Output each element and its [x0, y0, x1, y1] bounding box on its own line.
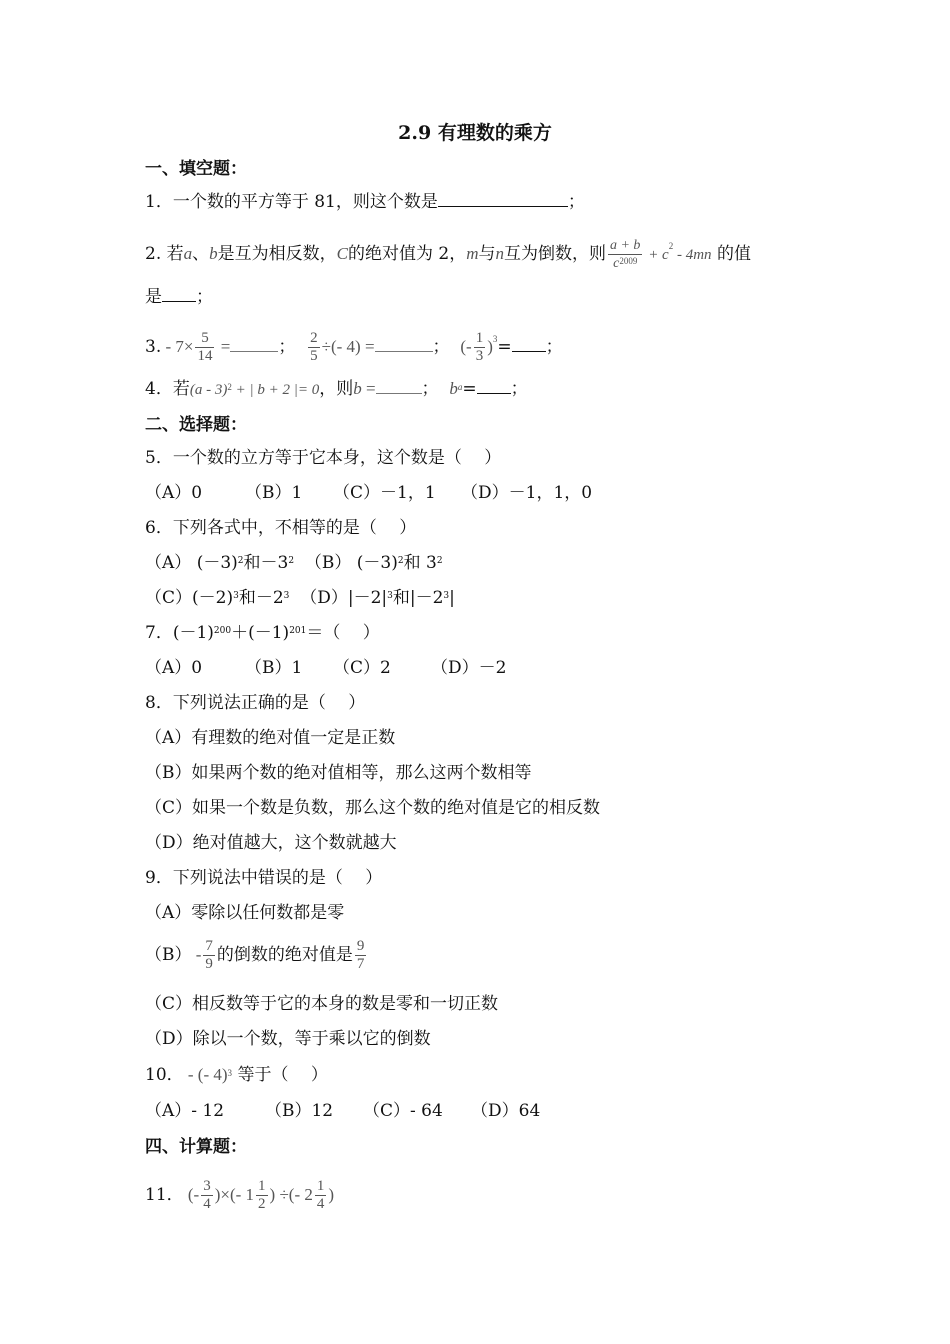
option-b[interactable]: （B）1	[245, 483, 303, 503]
option-d[interactable]: （D）64	[471, 1101, 541, 1121]
option-a[interactable]: （A）0	[145, 483, 203, 503]
fraction-3-4: $\frac{3}{4}$	[203, 1178, 211, 1212]
option-a[interactable]: （A）0	[145, 658, 203, 678]
option-c[interactable]: （C）－1，1	[333, 483, 436, 503]
question-5-options	[145, 482, 592, 504]
question-1: 1．一个数的平方等于 81，则这个数是 ；	[145, 192, 585, 212]
question-7: 7．$(-1)^{200}+(-1)^{201}=$（ ）	[145, 623, 380, 643]
option-d[interactable]: （D）－1，1，0	[461, 483, 593, 503]
option-c[interactable]: （C）- 64	[363, 1101, 443, 1121]
option-b[interactable]: （B）1	[245, 658, 303, 678]
answer-blank[interactable]	[376, 379, 422, 394]
option-d[interactable]: （D）－2	[431, 658, 507, 678]
answer-blank[interactable]	[162, 287, 196, 302]
fraction-7-9: $\frac{7}{9}$	[205, 938, 213, 972]
question-4: 4．若(a - 3)$^2$ + | b + 2 |= 0，则b = ； $b^a=$ ；	[145, 379, 528, 399]
option-a[interactable]: （A）有理数的绝对值一定是正数	[145, 728, 396, 748]
question-9: 9．下列说法中错误的是（ ）	[145, 868, 383, 888]
fraction-2-5: $\frac{2}{5}$	[310, 330, 318, 364]
fraction-a-plus-b-over-c: $\frac{a + b}{c^{2009}}$	[609, 238, 641, 271]
question-6-options-row1: （A） $(-3)^2$和$-3^2$ （B） $(-3)^2$和 $3^2$	[145, 553, 443, 573]
option-d[interactable]: （D）绝对值越大，这个数就越大	[145, 833, 397, 853]
option-c[interactable]: （C）相反数等于它的本身的数是零和一切正数	[145, 994, 499, 1014]
option-b[interactable]: （B）12	[265, 1101, 334, 1121]
option-a[interactable]: （A）零除以任何数都是零	[145, 903, 345, 923]
option-b[interactable]: （B） - $\frac{7}{9}$ 的倒数的绝对值是 $\frac{9}{7}$	[145, 938, 365, 972]
question-2-continued: 是 ；	[145, 287, 213, 307]
question-8: 8．下列说法正确的是（ ）	[145, 693, 366, 713]
question-6-options-row2: $(C)(-2)^3$和$-2^3$ $(D)|-2|^3$和$|-2^3|$	[145, 588, 455, 608]
question-3: 3. - 7× $\frac{5}{14}$ = ； $\frac{2}{5}$ ÷(- 4) = ； (- $\frac{1}{3}$ )$^3$= ；	[145, 330, 563, 364]
question-5: 5．一个数的立方等于它本身，这个数是（ ）	[145, 448, 502, 468]
section-choice-heading: 二、选择题：	[145, 415, 247, 435]
answer-blank[interactable]	[230, 337, 278, 352]
fraction-1-3: $\frac{1}{3}$	[475, 330, 484, 364]
page-title: 2.9 有理数的乘方	[398, 122, 552, 144]
question-6: 6．下列各式中，不相等的是（ ）	[145, 518, 417, 538]
option-b[interactable]: （B）	[304, 553, 352, 573]
section-fill-in-heading: 一、填空题：	[145, 159, 247, 179]
answer-blank[interactable]	[375, 337, 433, 352]
fraction-5-14: $\frac{5}{14}$	[197, 330, 213, 364]
option-c[interactable]: （C）2	[333, 658, 391, 678]
section-calculation-heading: 四、计算题：	[145, 1137, 247, 1157]
answer-blank[interactable]	[477, 379, 511, 394]
answer-blank[interactable]	[512, 337, 546, 352]
question-10-options	[145, 1100, 540, 1122]
question-11: 11． (- $\frac{3}{4}$ )×(- 1 $\frac{1}{2}$ ) ÷(- 2 $\frac{1}{4}$ )	[145, 1178, 335, 1212]
question-7-options	[145, 657, 506, 679]
option-c[interactable]: （C）	[145, 588, 193, 608]
question-2: 2. 若a、b是互为相反数，C的绝对值为 2，m与n互为倒数，则 $\frac{a + b}{c^{2009}}$ + $c^2 - 4mn$ 的值	[145, 238, 751, 271]
question-10: 10． - (- 4)$^3$ 等于（ ）	[145, 1065, 328, 1085]
option-c[interactable]: （C）如果一个数是负数，那么这个数的绝对值是它的相反数	[145, 798, 601, 818]
fraction-9-7: $\frac{9}{7}$	[356, 938, 365, 972]
answer-blank[interactable]	[438, 192, 568, 207]
option-d[interactable]: （D）	[300, 588, 348, 608]
fraction-1-4: $\frac{1}{4}$	[316, 1178, 325, 1212]
option-d[interactable]: （D）除以一个数，等于乘以它的倒数	[145, 1029, 431, 1049]
option-a[interactable]: （A）	[145, 553, 192, 573]
option-b[interactable]: （B）如果两个数的绝对值相等，那么这两个数相等	[145, 763, 532, 783]
fraction-1-2: $\frac{1}{2}$	[258, 1178, 266, 1212]
option-a[interactable]: （A）- 12	[145, 1101, 225, 1121]
